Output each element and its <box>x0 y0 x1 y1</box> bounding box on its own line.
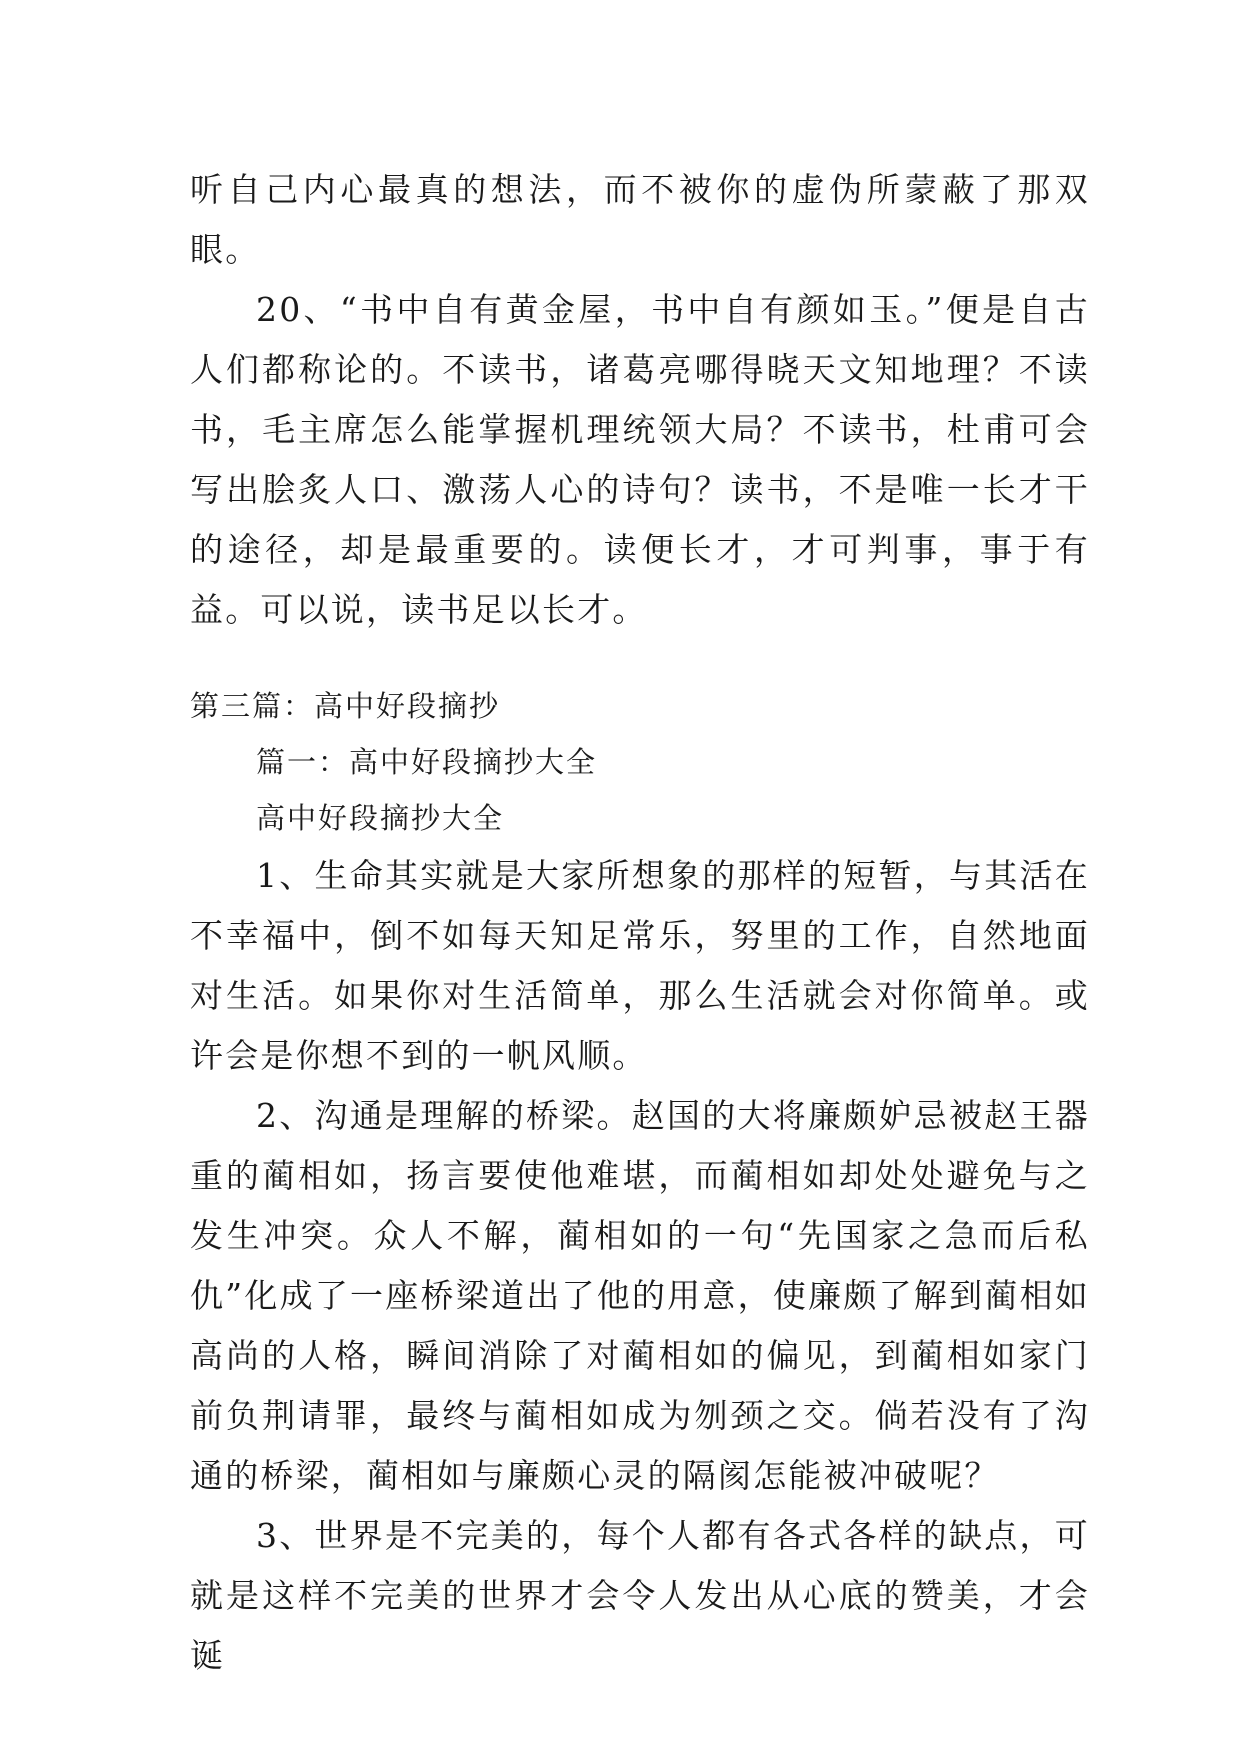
subtitle-part-one: 篇一：高中好段摘抄大全 <box>256 745 598 779</box>
paragraph-3: 3、世界是不完美的，每个人都有各式各样的缺点，可就是这样不完美的世界才会令人发出从心底的赞美，才会诞 <box>190 1516 1090 1675</box>
section-title: 第三篇：高中好段摘抄 <box>190 689 501 723</box>
paragraph-1: 1、生命其实就是大家所想象的那样的短暂，与其活在不幸福中，倒不如每天知足常乐，努里的工作，自然地面对生活。如果你对生活简单，那么生活就会对你简单。或许会是你想不到的一帆风顺。 <box>190 856 1090 1075</box>
subtitle-collection: 高中好段摘抄大全 <box>256 801 505 835</box>
paragraph-continuation: 听自己内心最真的想法，而不被你的虚伪所蒙蔽了那双眼。 <box>190 170 1090 269</box>
document-page <box>190 160 1090 1686</box>
section-gap <box>190 640 1090 678</box>
paragraph-20: 20、“书中自有黄金屋，书中自有颜如玉。”便是自古人们都称论的。不读书，诸葛亮哪得晓天文知地理？不读书，毛主席怎么能掌握机理统领大局？不读书，杜甫可会写出脍炙人口、激荡人心的诗句？读书，不是唯一长才干的途径，却是最重要的。读便长才，才可判事，事于有益。可以说，读书足以长才。 <box>190 290 1090 629</box>
paragraph-2: 2、沟通是理解的桥梁。赵国的大将廉颇妒忌被赵王器重的蔺相如，扬言要使他难堪，而蔺相如却处处避免与之发生冲突。众人不解，蔺相如的一句“先国家之急而后私仇”化成了一座桥梁道出了他的用意，使廉颇了解到蔺相如高尚的人格，瞬间消除了对蔺相如的偏见，到蔺相如家门前负荆请罪，最终与蔺相如成为刎颈之交。倘若没有了沟通的桥梁，蔺相如与廉颇心灵的隔阂怎能被冲破呢？ <box>190 1096 1090 1495</box>
